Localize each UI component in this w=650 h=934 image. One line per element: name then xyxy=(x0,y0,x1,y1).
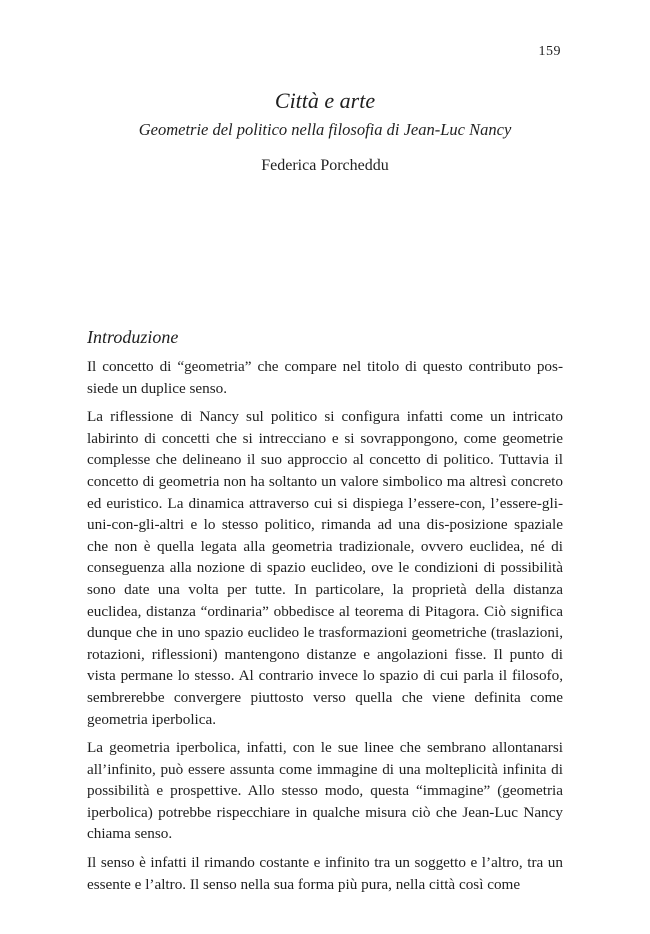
author-name: Federica Porcheddu xyxy=(261,157,389,174)
paragraph: Il senso è infatti il rimando costante e infinito tra un soggetto e l’altro, tra un essente e l’altro. Il senso nella sua forma più pura, nella città così come xyxy=(87,854,563,893)
body-text xyxy=(87,356,563,902)
paragraph: Il concetto di “geometria” che compare nel titolo di questo contributo possiede un duplice senso. xyxy=(87,358,563,397)
paragraph: La riflessione di Nancy sul politico si configura infatti come un intricato labirinto di concetti che si intrecciano e si sovrappongono, come geometrie complesse che delineano il suo approccio al concetto di politico. Tuttavia il concetto di geometria non ha soltanto un valore simbolico ma altresì concreto ed euristico. La dinamica attraverso cui si dispiega l’essere-con, l’essere-gli-uni-con-gli-altri e lo stesso politico, rimanda ad una dis-posizione spaziale che non è quella legata alla geometria tradizionale, ovvero euclidea, né di conseguenza alla nozione di spazio euclideo, ove le condizioni di possibilità sono date una volta per tutte. In particolare, la proprietà della distanza euclidea, distanza “ordinaria” obbedisce al teorema di Pitagora. Ciò significa dunque che in uno spazio euclideo le trasformazioni geometriche (traslazioni, rotazioni, riflessioni) mantengono distanze e angolazioni fisse. Il punto di vista permane lo stesso. Al contrario invece lo spazio di cui parla il filosofo, sembrerebbe convergere piuttosto verso quella che viene definita come geometria iperbolica. xyxy=(87,408,563,728)
page-number: 159 xyxy=(538,44,561,59)
article-title: Città e arte xyxy=(274,88,376,113)
paragraph: La geometria iperbolica, infatti, con le sue linee che sembrano allontanarsi all’infinito, può essere assunta come immagine di una molteplicità infinita di possibilità e prospettive. Allo stesso modo, questa “immagine” (geometria iperbolica) potrebbe rispecchiare in qualche misura ciò che Jean-Luc Nancy chiama senso. xyxy=(87,739,563,843)
section-heading: Introduzione xyxy=(87,327,179,347)
article-subtitle: Geometrie del politico nella filosofia di Jean-Luc Nancy xyxy=(138,120,512,139)
